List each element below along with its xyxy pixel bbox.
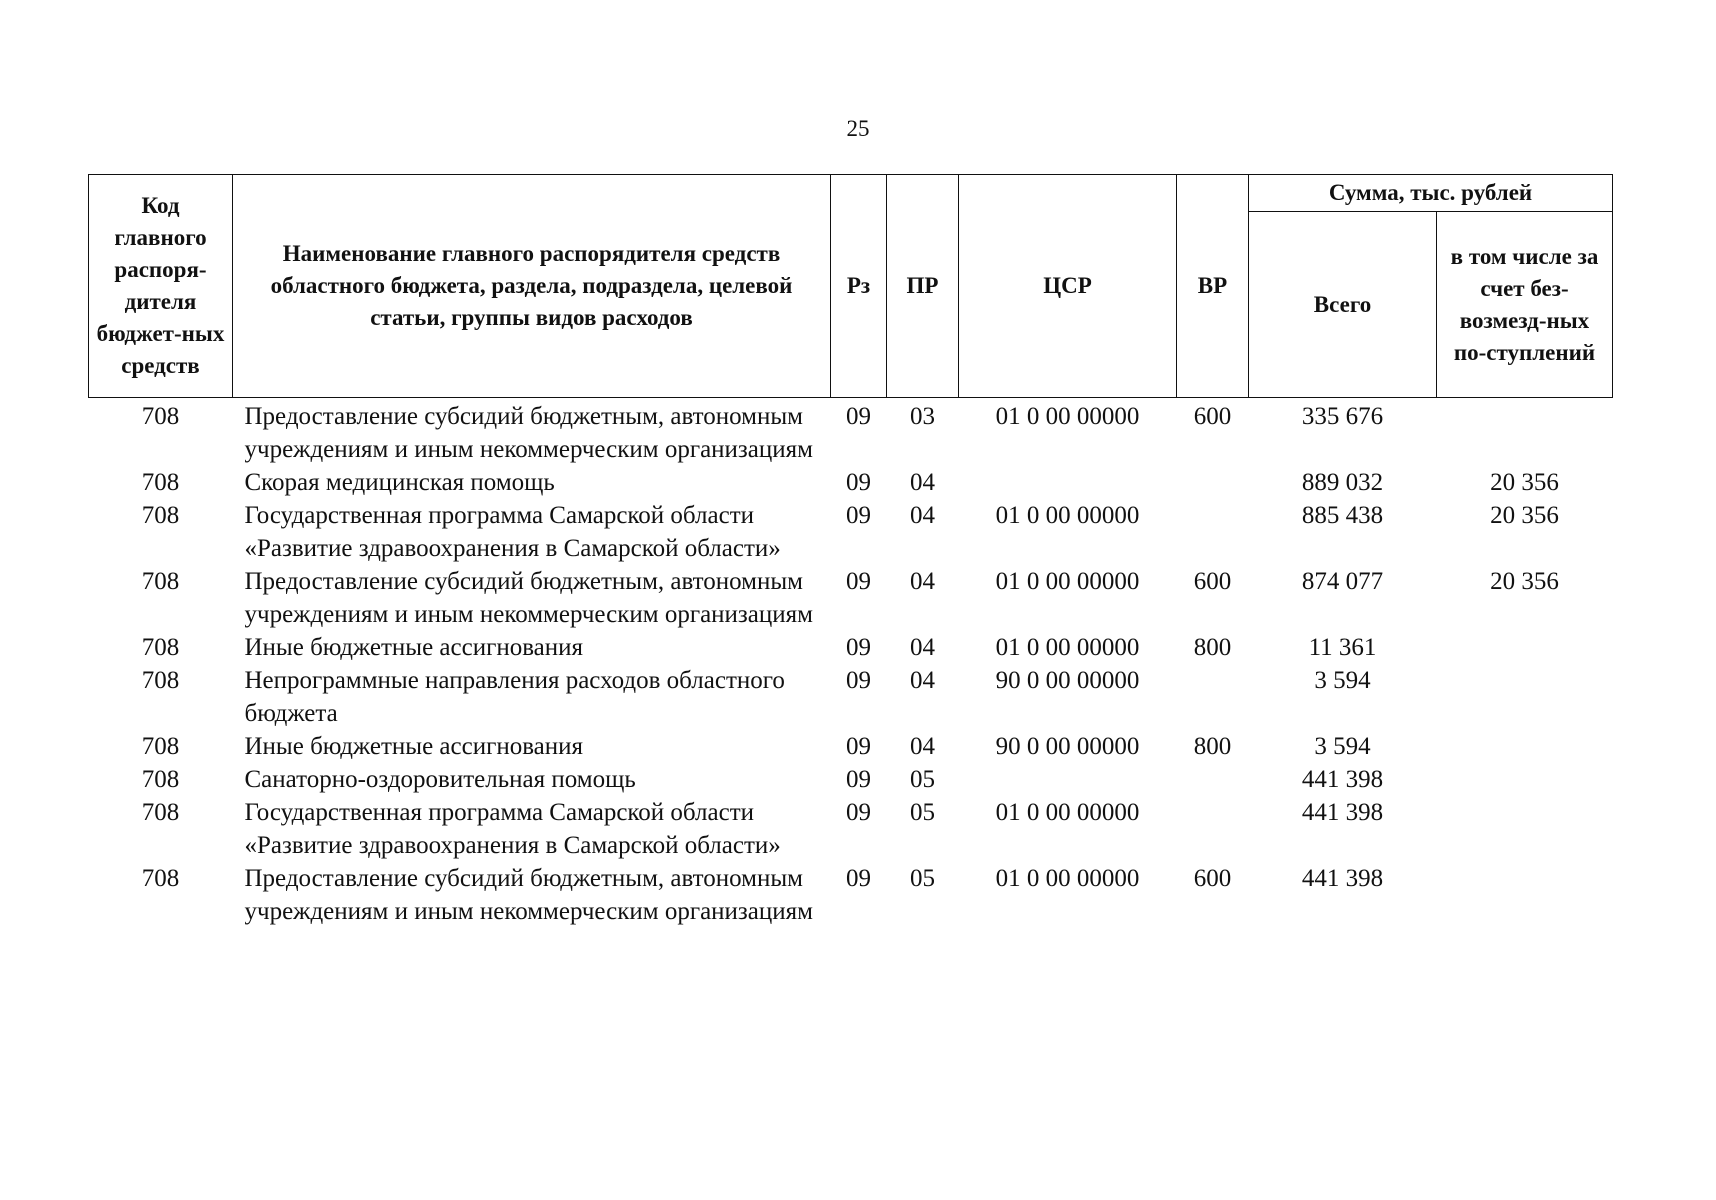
cell-rz: 09: [846, 766, 871, 793]
cell-csr: 01 0 00 00000: [995, 502, 1140, 529]
cell-incl: 20 356: [1490, 469, 1559, 496]
cell-rz: 09: [846, 634, 871, 661]
cell-total: 874 077: [1301, 568, 1384, 595]
cell-vr: [1177, 763, 1249, 796]
cell-pr: 04: [910, 568, 935, 595]
table-row: [89, 862, 1613, 928]
header-pr: ПР: [887, 175, 959, 398]
cell-total: 3 594: [1314, 733, 1371, 760]
page-number: 25: [846, 116, 870, 141]
cell-csr: [959, 466, 1177, 499]
table-row: [89, 796, 1613, 862]
cell-incl: [1437, 730, 1613, 763]
cell-pr: 04: [910, 634, 935, 661]
table-header: [89, 175, 1613, 398]
cell-pr: 04: [910, 733, 935, 760]
cell-code: 708: [141, 799, 180, 826]
cell-vr: 600: [1193, 568, 1232, 595]
header-name: Наименование главного распорядителя средств областного бюджета, раздела, подраздела, целевой статьи, группы видов расходов: [233, 175, 831, 398]
table-row: [89, 499, 1613, 565]
header-sum: Сумма, тыс. рублей: [1249, 175, 1613, 212]
cell-name: Государственная программа Самарской области «Развитие здравоохранения в Самарской области»: [244, 502, 781, 562]
cell-name: Предоставление субсидий бюджетным, автономным учреждениям и иным некоммерческим организациям: [244, 403, 813, 463]
cell-pr: 05: [910, 799, 935, 826]
cell-pr: 05: [910, 766, 935, 793]
cell-vr: 800: [1193, 634, 1232, 661]
cell-csr: [959, 763, 1177, 796]
table-row: [89, 466, 1613, 499]
budget-table: [88, 174, 1613, 928]
cell-vr: [1177, 499, 1249, 565]
cell-incl: [1437, 862, 1613, 928]
cell-name: Предоставление субсидий бюджетным, автономным учреждениям и иным некоммерческим организациям: [244, 865, 813, 925]
table-row: [89, 631, 1613, 664]
cell-total: 885 438: [1301, 502, 1384, 529]
cell-total: 441 398: [1301, 766, 1384, 793]
cell-name: Иные бюджетные ассигнования: [244, 733, 584, 760]
cell-name: Иные бюджетные ассигнования: [244, 634, 584, 661]
cell-csr: 01 0 00 00000: [995, 634, 1140, 661]
cell-rz: 09: [846, 865, 871, 892]
cell-code: 708: [141, 403, 180, 430]
cell-incl: [1437, 664, 1613, 730]
cell-code: 708: [141, 568, 180, 595]
cell-total: 441 398: [1301, 865, 1384, 892]
cell-csr: 90 0 00 00000: [995, 733, 1140, 760]
cell-pr: 03: [910, 403, 935, 430]
header-total: Всего: [1249, 212, 1437, 398]
cell-total: 335 676: [1301, 403, 1384, 430]
header-vr: ВР: [1177, 175, 1249, 398]
header-incl: в том числе за счет без-возмезд-ных по-ступлений: [1437, 212, 1613, 398]
cell-code: 708: [141, 469, 180, 496]
cell-vr: 800: [1193, 733, 1232, 760]
cell-code: 708: [141, 733, 180, 760]
cell-name: Государственная программа Самарской области «Развитие здравоохранения в Самарской области»: [244, 799, 781, 859]
table-row: [89, 730, 1613, 763]
cell-incl: [1437, 631, 1613, 664]
table-row: [89, 664, 1613, 730]
cell-total: 11 361: [1308, 634, 1377, 661]
table-row: [89, 763, 1613, 796]
cell-pr: 05: [910, 865, 935, 892]
cell-code: 708: [141, 766, 180, 793]
header-rz: Рз: [831, 175, 887, 398]
cell-rz: 09: [846, 403, 871, 430]
cell-rz: 09: [846, 799, 871, 826]
cell-incl: [1437, 763, 1613, 796]
cell-incl: 20 356: [1490, 502, 1559, 529]
cell-code: 708: [141, 502, 180, 529]
cell-pr: 04: [910, 502, 935, 529]
cell-csr: 01 0 00 00000: [995, 799, 1140, 826]
cell-rz: 09: [846, 667, 871, 694]
cell-csr: 01 0 00 00000: [995, 403, 1140, 430]
table-row: [89, 565, 1613, 631]
cell-rz: 09: [846, 469, 871, 496]
cell-name: Санаторно-оздоровительная помощь: [244, 766, 636, 793]
cell-csr: 90 0 00 00000: [995, 667, 1140, 694]
cell-incl: [1437, 796, 1613, 862]
cell-total: 441 398: [1301, 799, 1384, 826]
cell-rz: 09: [846, 502, 871, 529]
cell-vr: 600: [1193, 403, 1232, 430]
cell-rz: 09: [846, 568, 871, 595]
cell-name: Скорая медицинская помощь: [244, 469, 555, 496]
cell-name: Непрограммные направления расходов областного бюджета: [244, 667, 785, 727]
cell-total: 3 594: [1314, 667, 1371, 694]
cell-pr: 04: [910, 667, 935, 694]
cell-vr: [1177, 466, 1249, 499]
cell-csr: 01 0 00 00000: [995, 865, 1140, 892]
cell-incl: [1437, 398, 1613, 467]
cell-code: 708: [141, 667, 180, 694]
cell-vr: [1177, 664, 1249, 730]
cell-name: Предоставление субсидий бюджетным, автономным учреждениям и иным некоммерческим организациям: [244, 568, 813, 628]
cell-csr: 01 0 00 00000: [995, 568, 1140, 595]
cell-total: 889 032: [1301, 469, 1384, 496]
cell-code: 708: [141, 865, 180, 892]
cell-vr: [1177, 796, 1249, 862]
cell-code: 708: [141, 634, 180, 661]
header-csr: ЦСР: [959, 175, 1177, 398]
cell-rz: 09: [846, 733, 871, 760]
cell-incl: 20 356: [1490, 568, 1559, 595]
cell-pr: 04: [910, 469, 935, 496]
cell-vr: 600: [1193, 865, 1232, 892]
table-row: [89, 398, 1613, 467]
header-code: Код главного распоря-дителя бюджет-ных средств: [89, 175, 233, 398]
